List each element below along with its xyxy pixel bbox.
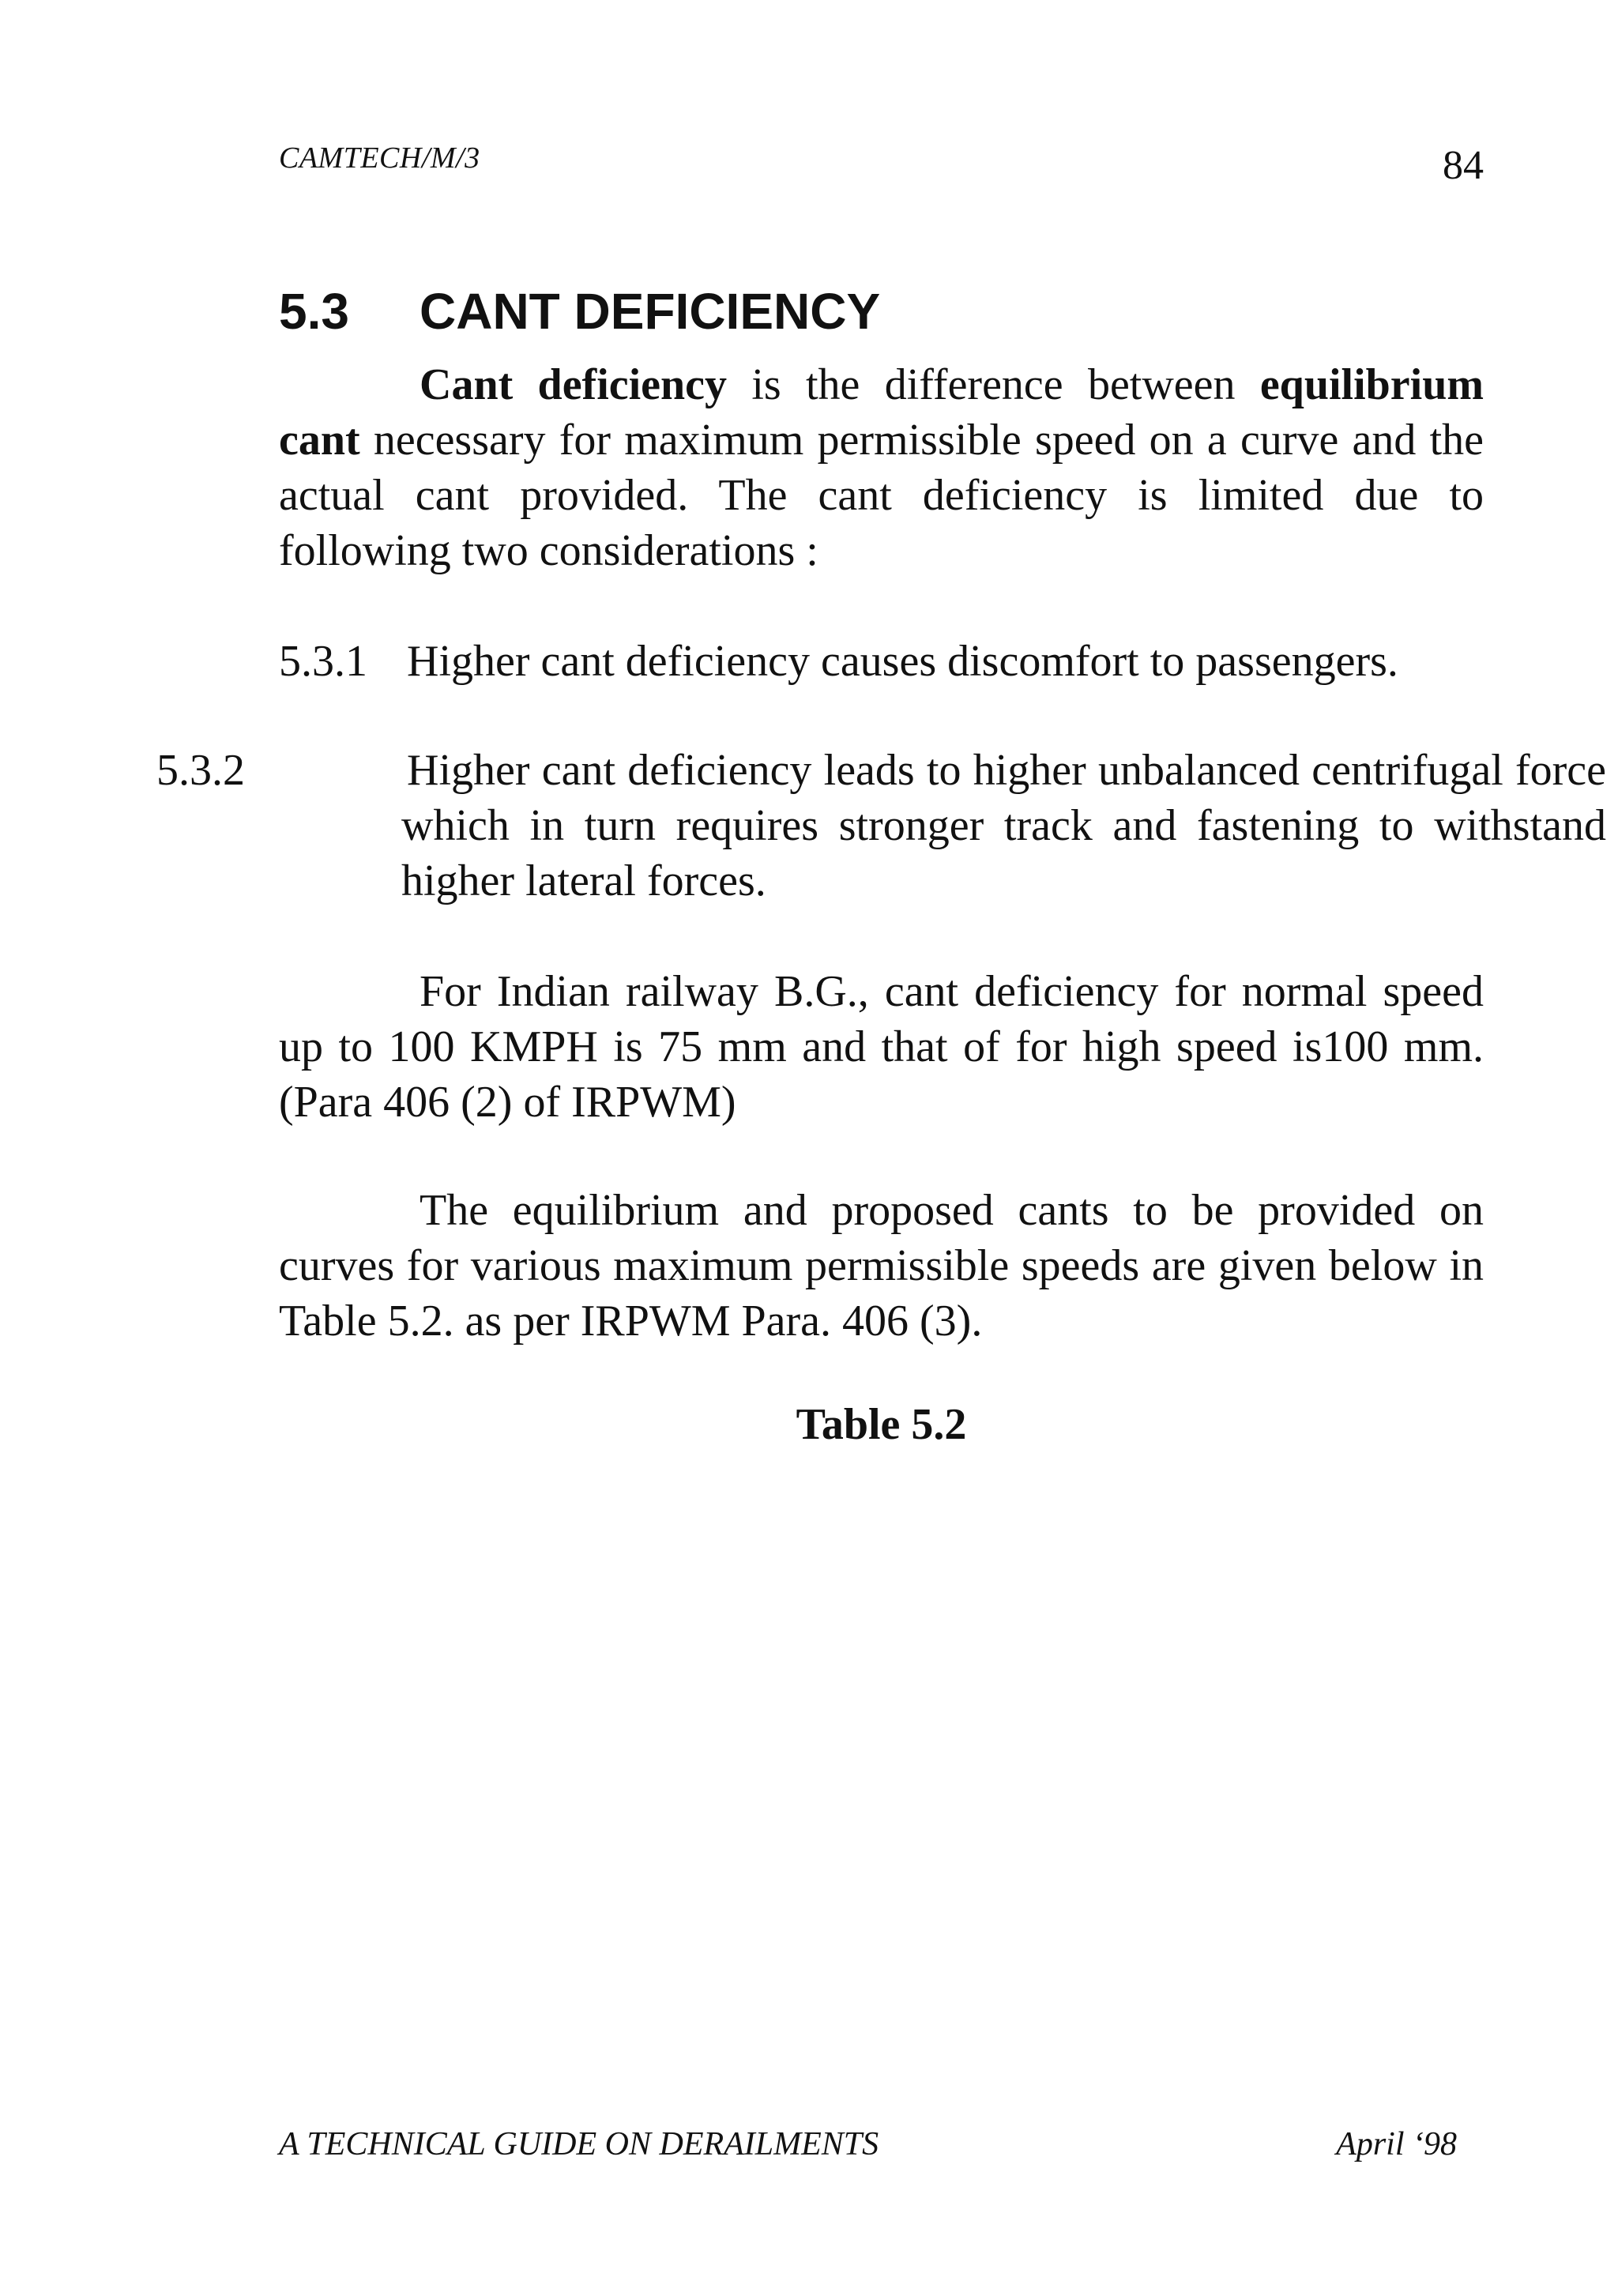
header-doc-code: CAMTECH/M/3 [279,141,480,175]
paragraph-definition-text-1: is the difference between [727,360,1260,409]
footer-title: A TECHNICAL GUIDE ON DERAILMENTS [279,2126,879,2162]
paragraph-definition [279,357,1484,578]
table-caption: Table 5.2 [796,1400,967,1449]
list-item-text: Higher cant deficiency causes discomfort to passengers. [407,637,1398,686]
list-item-number: 5.3.1 [279,637,367,686]
paragraph-indian-railway: For Indian railway B.G., cant deficiency for normal speed up to 100 KMPH is 75 mm and that of for high speed is100 mm. (Para 406 (2) of IRPWM) [279,967,1484,1127]
list-item-text: Higher cant deficiency leads to higher unbalanced centrifugal force which in turn requires stronger track and fastening to withstand higher lateral forces. [401,746,1606,905]
section-number: 5.3 [279,283,349,340]
section-heading [279,280,1488,343]
list-item [279,634,1484,689]
paragraph-definition-text-2: necessary for maximum permissible speed on a curve and the actual cant provided. The cant deficiency is limited due to following two considerations : [279,416,1484,575]
list-item [156,743,1606,909]
section-title: CANT DEFICIENCY [420,283,881,340]
footer-date: April ‘98 [1336,2126,1457,2162]
term-equilibrium-cant: equilibrium cant [279,360,1484,465]
header-page-number: 84 [1443,143,1484,188]
list-item-number: 5.3.2 [156,746,245,795]
term-cant-deficiency: Cant deficiency [420,360,728,409]
paragraph-equilibrium-cants: The equilibrium and proposed cants to be provided on curves for various maximum permissible speeds are given below in Table 5.2. as per IRPWM Para. 406 (3). [279,1186,1484,1346]
